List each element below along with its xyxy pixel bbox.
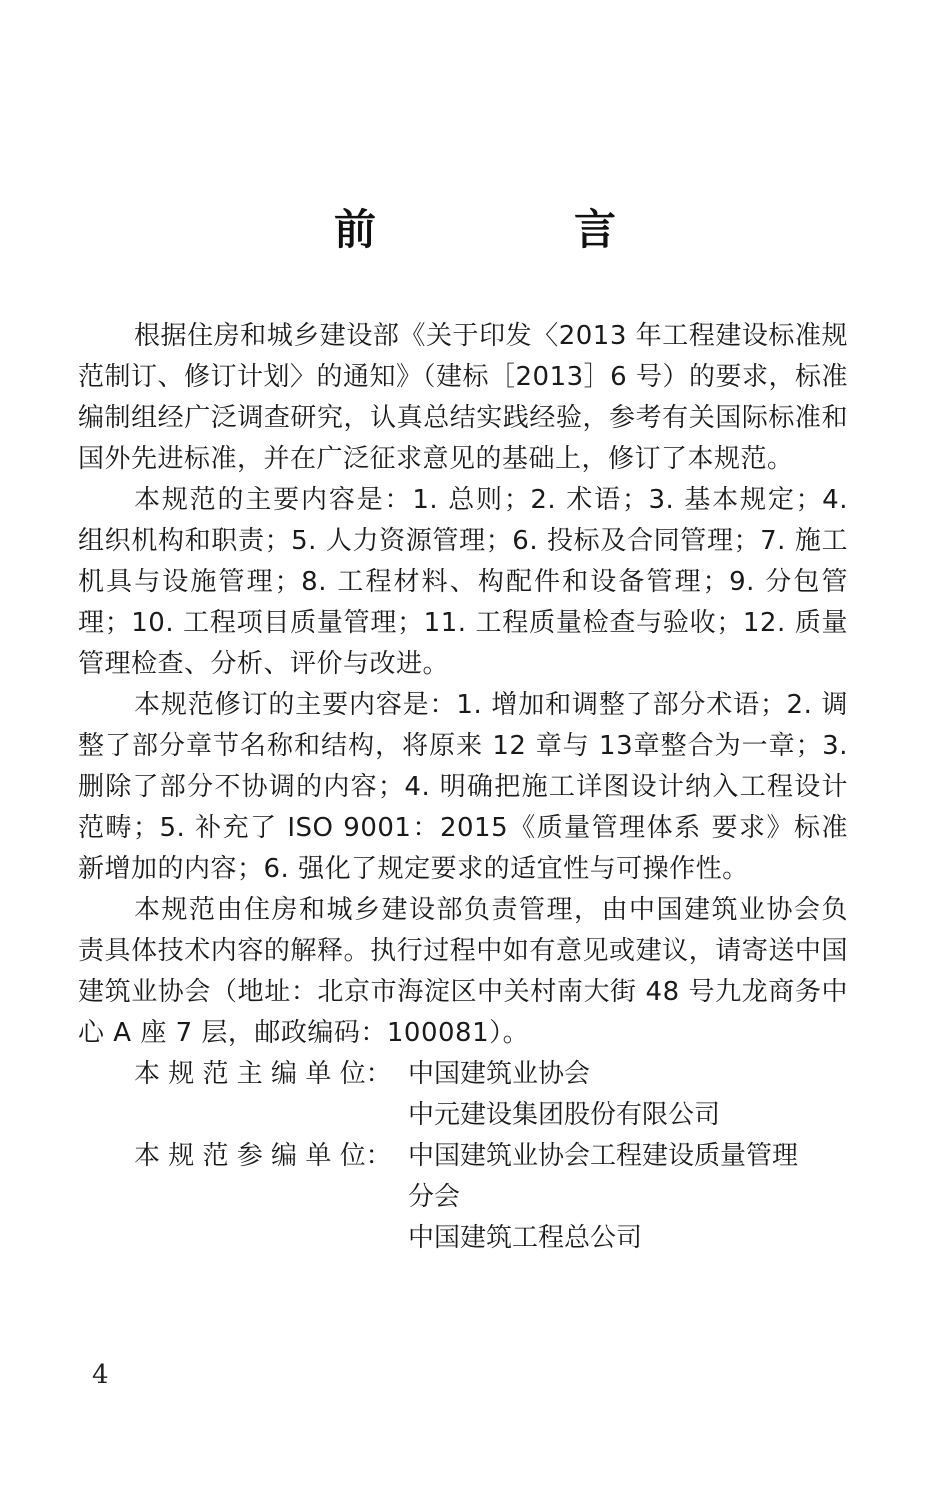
chief-editor-list <box>408 1054 848 1136</box>
paragraph-background: 根据住房和城乡建设部《关于印发〈2013 年工程建设标准规范制订、修订计划〉的通知》（建标［2013］6 号）的要求，标准编制组经广泛调查研究，认真总结实践经验，参考有关国际标准和国外先进标准，并在广泛征求意见的基础上，修订了本规范。 <box>78 321 848 474</box>
co-editor-unit: 中国建筑业协会工程建设质量管理 <box>408 1141 799 1171</box>
co-editor-unit: 中国建筑工程总公司 <box>408 1223 643 1253</box>
paragraph-main-contents: 本规范的主要内容是：1. 总则；2. 术语；3. 基本规定；4. 组织机构和职责；5. 人力资源管理；6. 投标及合同管理；7. 施工机具与设施管理；8. 工程材料、构配件和设备管理；9. 分包管理；10. 工程项目质量管理；11. 工程质量检查与验收；12. 质量管理检查、分析、评价与改进。 <box>78 485 848 679</box>
paragraph-revision-contents: 本规范修订的主要内容是：1. 增加和调整了部分术语；2. 调整了部分章节名称和结构，将原来 12 章与 13章整合为一章；3. 删除了部分不协调的内容；4. 明确把施工详图设计纳入工程设计范畴；5. 补充了 ISO 9001：2015《质量管理体系 要求》标准新增加的内容；6. 强化了规定要求的适宜性与可操作性。 <box>78 690 848 884</box>
page-number: 4 <box>92 1360 109 1390</box>
co-editor-unit: 分会 <box>408 1182 461 1212</box>
co-editor-label: 本 规 范 参 编 单 位： <box>134 1141 392 1171</box>
chief-editor-row <box>78 1054 848 1136</box>
chief-editor-unit: 中元建设集团股份有限公司 <box>408 1100 721 1130</box>
co-editor-list <box>408 1136 848 1259</box>
page-title: 前 言 <box>333 205 694 254</box>
chief-editor-label: 本 规 范 主 编 单 位： <box>134 1059 392 1089</box>
editor-units <box>78 1054 848 1259</box>
preface-body <box>78 316 848 1259</box>
chief-editor-unit: 中国建筑业协会 <box>408 1059 591 1089</box>
paragraph-management: 本规范由住房和城乡建设部负责管理，由中国建筑业协会负责具体技术内容的解释。执行过程中如有意见或建议，请寄送中国建筑业协会（地址：北京市海淀区中关村南大街 48 号九龙商务中心 A 座 7 层，邮政编码：100081）。 <box>78 895 848 1048</box>
co-editor-row <box>78 1136 848 1259</box>
